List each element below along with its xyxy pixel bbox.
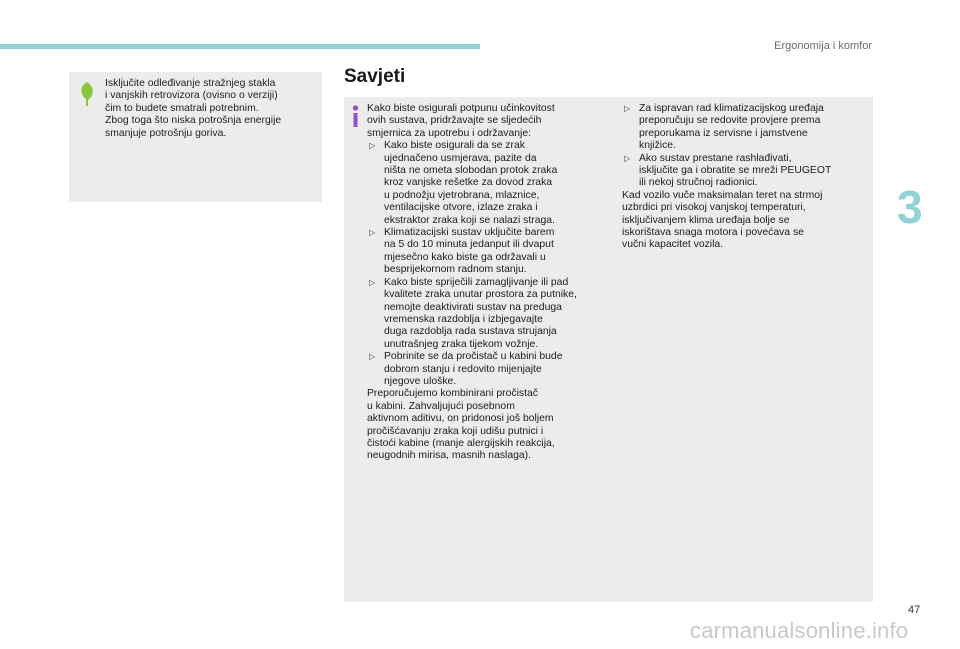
text-line: duga razdoblja rada sustava strujanja xyxy=(384,326,557,338)
advice-outro xyxy=(622,190,870,252)
text-line: u podnožju vjetrobrana, mlaznice, xyxy=(384,189,540,201)
text-line: preporučuju se redovite provjere prema xyxy=(639,115,821,127)
advice-right-column xyxy=(622,103,870,252)
text-line: ništa ne ometa slobodan protok zraka xyxy=(384,165,558,177)
text-line: kroz vanjske rešetke za dovod zraka xyxy=(384,177,553,189)
list-item xyxy=(622,103,870,153)
text-line: Kako biste spriječili zamagljivanje ili pad xyxy=(384,276,569,288)
text-line: knjižice. xyxy=(639,140,676,152)
header-title: Ergonomija i komfor xyxy=(774,40,872,52)
text-line: dobrom stanju i redovito mijenjajte xyxy=(384,363,542,375)
text-line: Za ispravan rad klimatizacijskog uređaja xyxy=(639,103,824,114)
text-line: Preporučujemo kombinirani pročistač xyxy=(367,388,538,400)
text-line: kvalitete zraka unutar prostora za putnike, xyxy=(384,289,577,301)
bullet-icon: ▷ xyxy=(369,141,376,151)
eco-tip-text xyxy=(105,78,317,140)
tip-line: smanjuje potrošnju goriva. xyxy=(105,127,227,139)
text-line: Kako biste osigurali potpunu učinkovitost xyxy=(367,103,555,114)
bullet-icon: ▷ xyxy=(369,352,376,362)
text-line: vučni kapacitet vozila. xyxy=(622,239,724,251)
advice-left-column xyxy=(367,103,612,463)
text-line: njegove uloške. xyxy=(384,375,457,387)
bullet-icon: ▷ xyxy=(624,153,631,163)
list-item xyxy=(367,140,612,227)
list-item xyxy=(367,227,612,277)
eco-tip-box xyxy=(69,72,322,202)
text-line: isključite ga i obratite se mreži PEUGEOT xyxy=(639,165,832,177)
text-line: ili nekoj stručnoj radionici. xyxy=(639,177,758,189)
page-number: 47 xyxy=(908,604,921,616)
advice-outro xyxy=(367,388,612,462)
text-line: isključivanjem klima uređaja bolje se xyxy=(622,214,790,226)
leaf-icon xyxy=(78,81,96,107)
text-line: Pobrinite se da pročistač u kabini bude xyxy=(384,351,563,363)
list-item xyxy=(367,277,612,351)
text-line: ujednačeno usmjerava, pazite da xyxy=(384,152,537,164)
bullet-icon: ▷ xyxy=(369,277,376,287)
text-line: preporukama iz servisne i jamstvene xyxy=(639,127,808,139)
watermark: carmanualsonline.info xyxy=(690,618,909,643)
text-line: neugodnih mirisa, masnih naslaga). xyxy=(367,450,532,462)
tip-line: čim to budete smatrali potrebnim. xyxy=(105,102,259,114)
text-line: u kabini. Zahvaljujući posebnom xyxy=(367,400,515,412)
text-line: ovih sustava, pridržavajte se sljedećih xyxy=(367,115,542,127)
text-line: besprijekornom radnom stanju. xyxy=(384,264,527,276)
text-line: ventilacijske otvore, izlaze zraka i xyxy=(384,202,538,214)
text-line: aktivnom aditivu, on pridonosi još boljem xyxy=(367,413,554,425)
bullet-icon: ▷ xyxy=(624,104,631,113)
text-line: mjesečno kako biste ga održavali u xyxy=(384,251,546,263)
text-line: Kako biste osigurali da se zrak xyxy=(384,140,525,152)
text-line: unutrašnjeg zraka tijekom vožnje. xyxy=(384,338,539,350)
bullet-icon: ▷ xyxy=(369,228,376,238)
text-line: pročišćavanju zraka koji udišu putnici i xyxy=(367,425,544,437)
text-line: iskorištava snaga motora i povećava se xyxy=(622,227,804,239)
chapter-number: 3 xyxy=(897,181,923,233)
section-title: Savjeti xyxy=(344,66,406,87)
text-line: vremenska razdoblja i izbjegavajte xyxy=(384,313,543,325)
text-line: smjernica za upotrebu i održavanje: xyxy=(367,127,532,139)
text-line: ekstraktor zraka koji se nalazi straga. xyxy=(384,214,555,226)
header-accent-bar xyxy=(0,44,480,49)
text-line: na 5 do 10 minuta jedanput ili dvaput xyxy=(384,239,554,251)
list-item xyxy=(622,153,870,190)
tip-line: Zbog toga što niska potrošnja energije xyxy=(105,115,282,127)
text-line: uzbrdici pri visokoj vanjskoj temperaturi, xyxy=(622,202,806,214)
info-icon xyxy=(352,105,359,127)
text-line: Klimatizacijski sustav uključite barem xyxy=(384,227,555,239)
text-line: Kad vozilo vuče maksimalan teret na strmoj xyxy=(622,189,823,201)
tip-line: i vanjskih retrovizora (ovisno o verziji) xyxy=(105,90,278,102)
text-line: čistoći kabine (manje alergijskih reakcija, xyxy=(367,437,555,449)
advice-intro xyxy=(367,103,612,140)
text-line: nemojte deaktivirati sustav na preduga xyxy=(384,301,562,313)
advice-box xyxy=(344,97,873,602)
list-item xyxy=(367,351,612,388)
tip-line: Isključite odleđivanje stražnjeg stakla xyxy=(105,78,276,89)
text-line: Ako sustav prestane rashlađivati, xyxy=(639,152,792,164)
